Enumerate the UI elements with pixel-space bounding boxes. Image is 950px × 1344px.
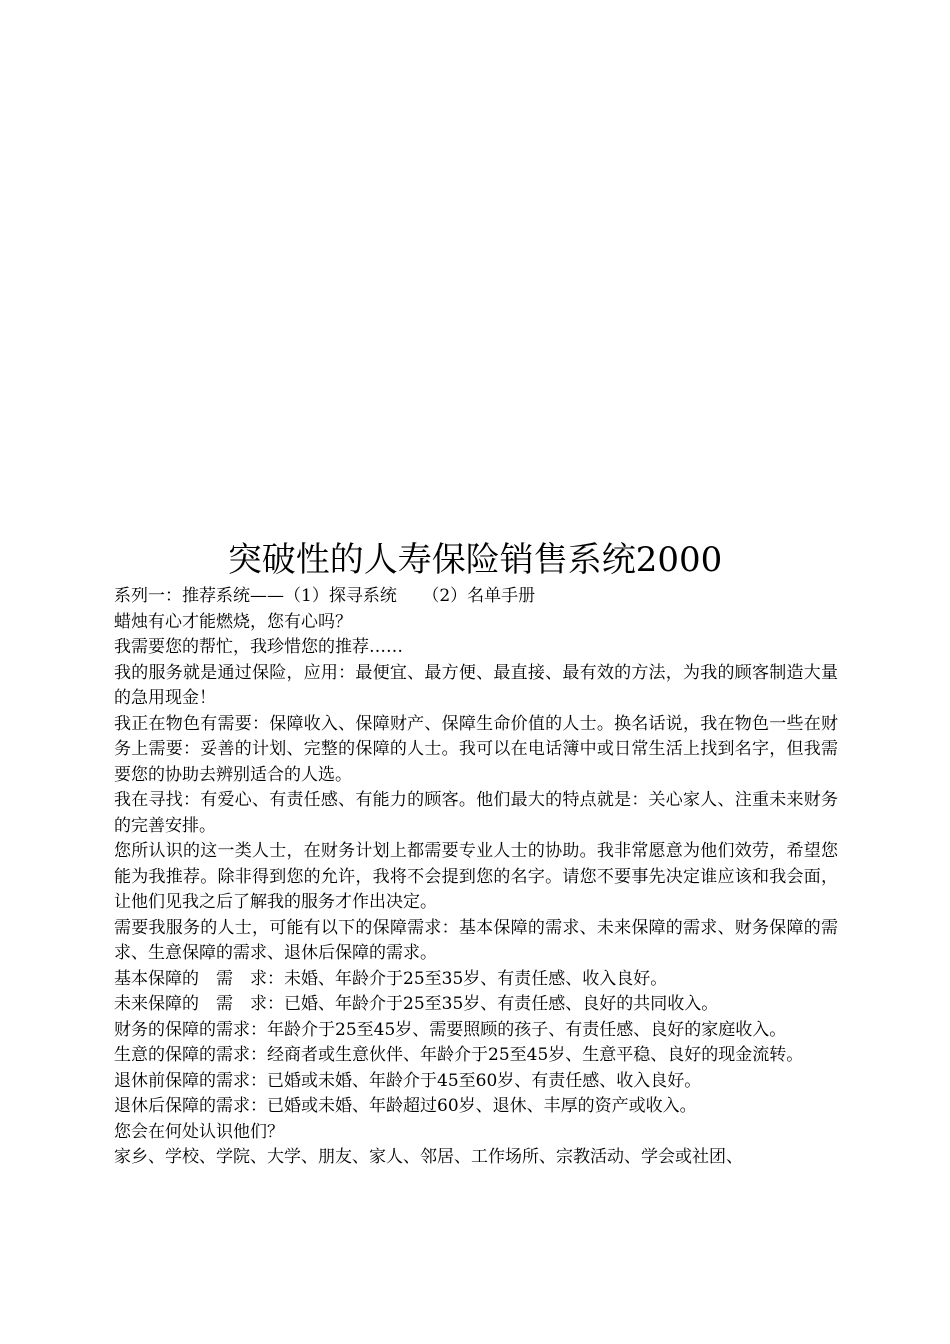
paragraph: 我正在物色有需要：保障收入、保障财产、保障生命价值的人士。换名话说，我在物色一些在财务上需要：妥善的计划、完整的保障的人士。我可以在电话簿中或日常生活上找到名字，但我需要您的协助去辨别适合的人选。 bbox=[114, 713, 838, 785]
need-item: 退休前保障的需求：已婚或未婚、年龄介于45至60岁、有责任感、收入良好。 bbox=[114, 1070, 702, 1091]
need-item: 财务的保障的需求：年龄介于25至45岁、需要照顾的孩子、有责任感、良好的家庭收入。 bbox=[114, 1019, 787, 1040]
paragraph: 我的服务就是通过保险，应用：最便宜、最方便、最直接、最有效的方法，为我的顾客制造大量的急用现金！ bbox=[114, 662, 838, 708]
need-item: 退休后保障的需求：已婚或未婚、年龄超过60岁、退休、丰厚的资产或收入。 bbox=[114, 1096, 697, 1116]
document-title: 突破性的人寿保险销售系统2000 bbox=[227, 540, 723, 580]
need-item: 未来保障的 需 求：已婚、年龄介于25至35岁、有责任感、良好的共同收入。 bbox=[114, 994, 719, 1014]
need-item: 基本保障的 需 求：未婚、年龄介于25至35岁、有责任感、收入良好。 bbox=[114, 968, 668, 989]
paragraph: 需要我服务的人士，可能有以下的保障需求：基本保障的需求、未来保障的需求、财务保障的需求、生意保障的需求、退休后保障的需求。 bbox=[114, 917, 838, 963]
paragraph: 您会在何处认识他们？ bbox=[114, 1121, 284, 1142]
series-line: 系列一：推荐系统——（1）探寻系统 （2）名单手册 bbox=[114, 586, 536, 606]
paragraph: 家乡、学校、学院、大学、朋友、家人、邻居、工作场所、宗教活动、学会或社团、 bbox=[114, 1147, 743, 1167]
paragraph: 您所认识的这一类人士，在财务计划上都需要专业人士的协助。我非常愿意为他们效劳，希望您能为我推荐。除非得到您的允许，我将不会提到您的名字。请您不要事先决定谁应该和我会面，让他们见我之后了解我的服务才作出决定。 bbox=[114, 841, 838, 912]
paragraph: 蜡烛有心才能燃烧，您有心吗？ bbox=[114, 611, 352, 632]
need-item: 生意的保障的需求：经商者或生意伙伴、年龄介于25至45岁、生意平稳、良好的现金流转。 bbox=[114, 1045, 804, 1065]
paragraph: 我在寻找：有爱心、有责任感、有能力的顾客。他们最大的特点就是：关心家人、注重未来财务的完善安排。 bbox=[114, 790, 838, 836]
document-body bbox=[114, 584, 838, 1171]
paragraph: 我需要您的帮忙，我珍惜您的推荐…… bbox=[114, 637, 403, 657]
